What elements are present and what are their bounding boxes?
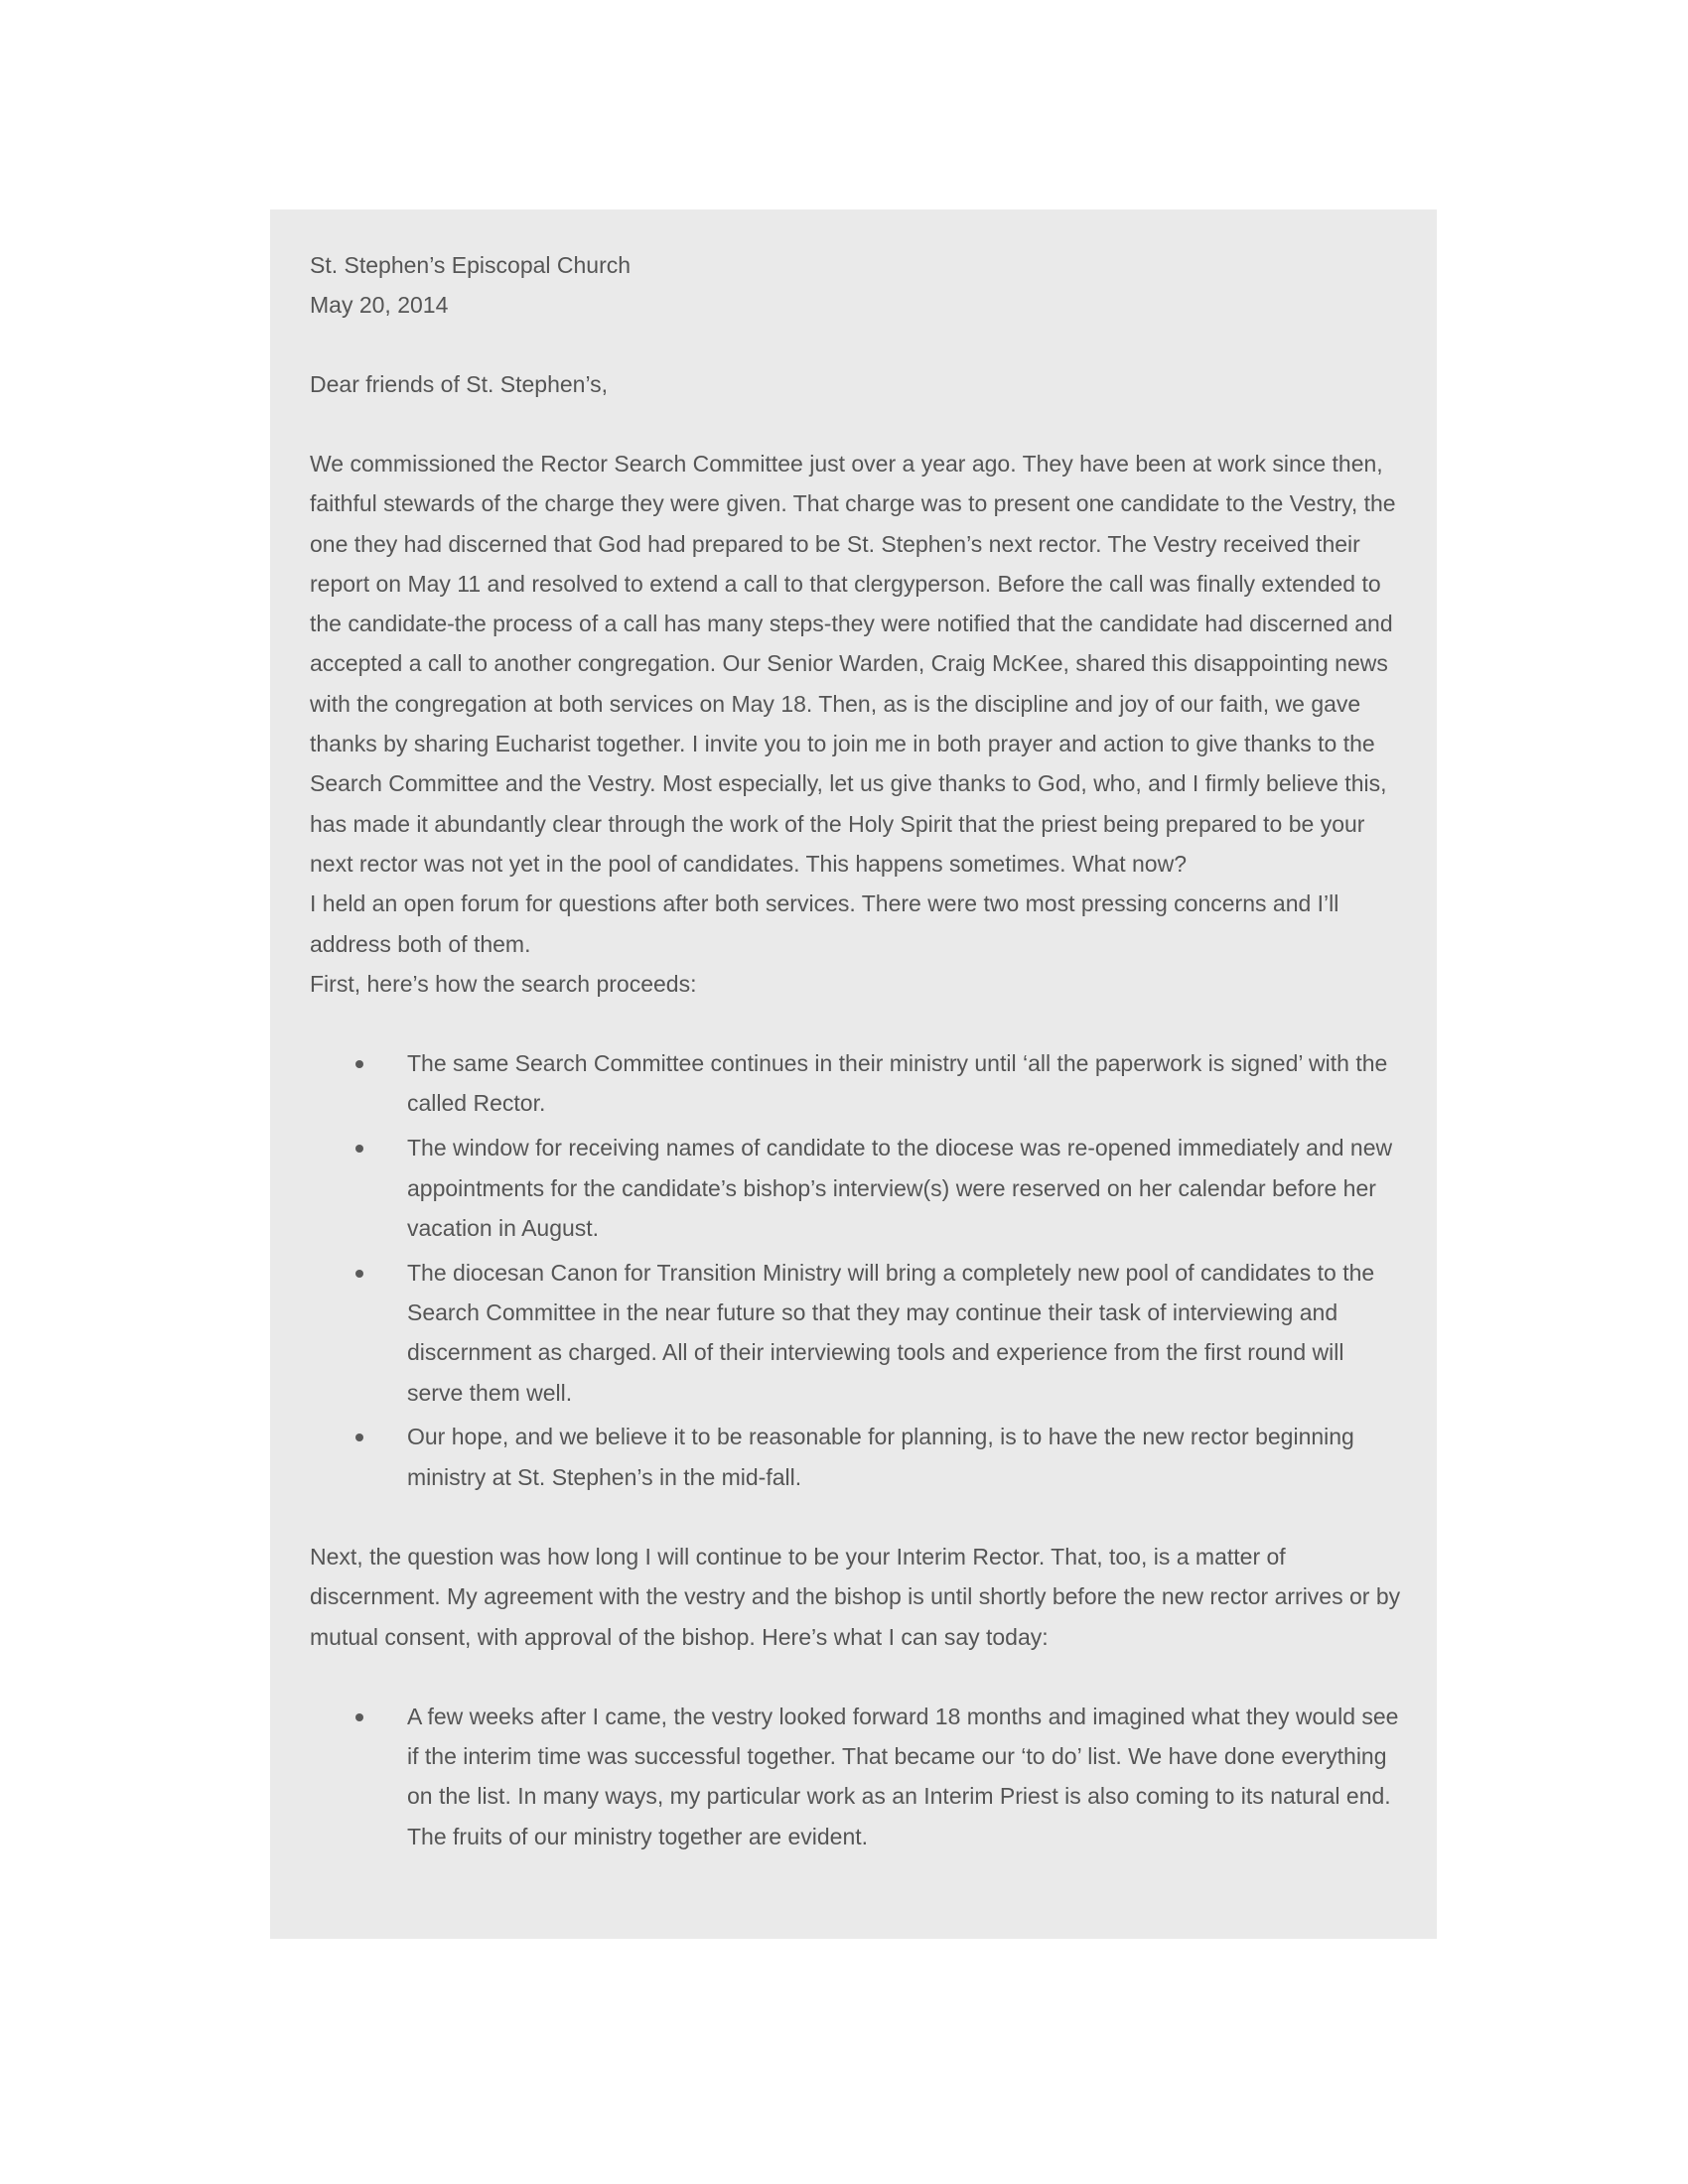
paragraph-search-intro: First, here’s how the search proceeds: — [310, 970, 697, 997]
bullet-icon — [355, 1433, 363, 1441]
paragraph-commission: We commissioned the Rector Search Committee just over a year ago. They have been at work since then, faithful stewards of the charge they were given. That charge was to present one candidate to the Vestry, the one they had discerned that God had prepared to be St. Stephen’s next rector. The Vestry received their report on May 11 and resolved to extend a call to that clergyperson. Before the call was finally extended to the candidate-the process of a call has many steps-they were notified that the candidate had discerned and accepted a call to another congregation. Our Senior Warden, Craig McKee, shared this disappointing news with the congregation at both services on May 18. Then, as is the discipline and joy of our faith, we gave thanks by sharing Eucharist together. I invite you to join me in both prayer and action to give thanks to the Search Committee and the Vestry. Most especially, let us give thanks to God, who, and I firmly believe this, has made it abundantly clear through the work of the Holy Spirit that the priest being prepared to be your next rector was not yet in the pool of candidates. This happens sometimes. What now? — [310, 451, 1396, 877]
search-bullet-list — [310, 1043, 1401, 1497]
bullet-text: Our hope, and we believe it to be reasonable for planning, is to have the new rector beginning ministry at St. Stephen’s in the mid-fall. — [407, 1424, 1354, 1490]
list-item — [407, 1697, 1401, 1856]
church-name: St. Stephen’s Episcopal Church — [310, 252, 632, 278]
list-item — [407, 1043, 1401, 1124]
bullet-icon — [355, 1060, 363, 1068]
bullet-icon — [355, 1713, 363, 1721]
interim-bullet-list — [310, 1697, 1401, 1856]
bullet-icon — [355, 1270, 363, 1278]
bullet-text: A few weeks after I came, the vestry looked forward 18 months and imagined what they would see if the interim time was successful together. That became our ‘to do’ list. We have done everything on the list. In many ways, my particular work as an Interim Priest is also coming to its natural end. The fruits of our ministry together are evident. — [407, 1703, 1399, 1849]
salutation: Dear friends of St. Stephen’s, — [310, 371, 609, 397]
paragraph-interim: Next, the question was how long I will continue to be your Interim Rector. That, too, is a matter of discernment. My agreement with the vestry and the bishop is until shortly before the new rector arrives or by mutual consent, with approval of the bishop. Here’s what I can say today: — [310, 1543, 1401, 1650]
bullet-text: The window for receiving names of candidate to the diocese was re-opened immediately and new appointments for the candidate’s bishop’s interview(s) were reserved on her calendar before her vacation in August. — [407, 1135, 1393, 1241]
list-item — [407, 1417, 1401, 1497]
bullet-text: The same Search Committee continues in their ministry until ‘all the paperwork is signed’ with the called Rector. — [407, 1050, 1388, 1117]
bullet-text: The diocesan Canon for Transition Ministry will bring a completely new pool of candidates to the Search Committee in the near future so that they may continue their task of interviewing and discernment as charged. All of their interviewing tools and experience from the first round will serve them well. — [407, 1259, 1375, 1406]
bullet-icon — [355, 1145, 363, 1153]
letter-date: May 20, 2014 — [310, 292, 449, 318]
list-item — [407, 1128, 1401, 1248]
list-item — [407, 1253, 1401, 1413]
paragraph-forum: I held an open forum for questions after both services. There were two most pressing concerns and I’ll address both of them. — [310, 890, 1339, 957]
letter-panel — [270, 209, 1437, 1939]
